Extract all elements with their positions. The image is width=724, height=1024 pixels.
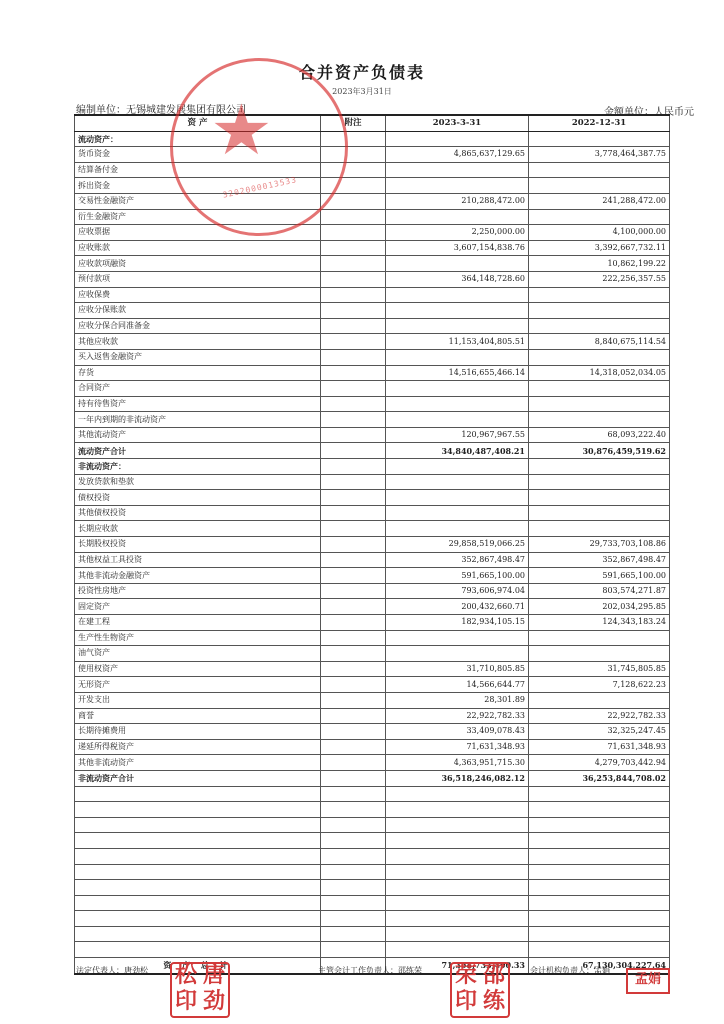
row-value-current: [386, 209, 529, 225]
row-item-label: 长期应收款: [75, 521, 321, 537]
row-value-current: 31,710,805.85: [386, 661, 529, 677]
row-value-prior: [529, 864, 670, 880]
blank-row: [75, 942, 670, 958]
blank-row: [75, 802, 670, 818]
row-note: [321, 786, 386, 802]
currency-unit: 金额单位：人民币元: [604, 107, 694, 118]
row-item-label: 开发支出: [75, 692, 321, 708]
row-value-current: [386, 162, 529, 178]
table-row: [75, 755, 670, 771]
row-item-label: 应收款项融资: [75, 256, 321, 272]
row-note: [321, 848, 386, 864]
table-row: [75, 225, 670, 241]
row-item-label: 结算备付金: [75, 162, 321, 178]
row-note: [321, 349, 386, 365]
row-value-prior: 36,253,844,708.02: [529, 770, 670, 786]
row-value-current: [386, 131, 529, 147]
row-note: [321, 412, 386, 428]
blank-row: [75, 911, 670, 927]
row-item-label: 应收分保合同准备金: [75, 318, 321, 334]
reporting-entity: 编制单位：无锡城建发展集团有限公司: [76, 105, 246, 116]
row-value-current: 3,607,154,838.76: [386, 240, 529, 256]
table-row: [75, 349, 670, 365]
row-value-current: [386, 848, 529, 864]
row-item-label: 债权投资: [75, 490, 321, 506]
row-note: [321, 583, 386, 599]
row-item-label: 投资性房地产: [75, 583, 321, 599]
row-note: [321, 334, 386, 350]
row-item-label: 资 产 总 计: [75, 958, 321, 974]
row-value-prior: 4,279,703,442.94: [529, 755, 670, 771]
row-value-prior: [529, 287, 670, 303]
row-item-label: 买入返售金融资产: [75, 349, 321, 365]
table-row: [75, 318, 670, 334]
table-row: [75, 630, 670, 646]
row-value-current: 14,566,644.77: [386, 677, 529, 693]
row-note: [321, 521, 386, 537]
row-value-current: [386, 349, 529, 365]
row-value-prior: 3,778,464,387.75: [529, 147, 670, 163]
row-note: [321, 646, 386, 662]
row-value-prior: [529, 521, 670, 537]
row-item-label: 交易性金融资产: [75, 193, 321, 209]
table-row: [75, 443, 670, 459]
row-value-current: [386, 521, 529, 537]
row-value-current: [386, 287, 529, 303]
table-row: [75, 256, 670, 272]
row-value-current: 4,865,637,129.65: [386, 147, 529, 163]
seal-char: 唐: [202, 963, 225, 988]
seal-char: 印: [454, 989, 477, 1014]
table-row: [75, 396, 670, 412]
row-item-label: [75, 786, 321, 802]
header-current-period: 2023-3-31: [386, 115, 529, 131]
row-value-prior: [529, 911, 670, 927]
row-item-label: [75, 926, 321, 942]
row-note: [321, 708, 386, 724]
table-row: [75, 677, 670, 693]
row-item-label: 流动资产合计: [75, 443, 321, 459]
row-note: [321, 661, 386, 677]
row-value-current: [386, 646, 529, 662]
row-value-current: [386, 490, 529, 506]
blank-row: [75, 895, 670, 911]
row-item-label: 预付款项: [75, 271, 321, 287]
row-note: [321, 926, 386, 942]
row-note: [321, 318, 386, 334]
row-item-label: [75, 942, 321, 958]
table-row: [75, 615, 670, 631]
table-row: [75, 193, 670, 209]
row-value-prior: 22,922,782.33: [529, 708, 670, 724]
table-row: [75, 209, 670, 225]
row-item-label: [75, 880, 321, 896]
row-item-label: 应收保费: [75, 287, 321, 303]
row-note: [321, 770, 386, 786]
row-value-current: 33,409,078.43: [386, 724, 529, 740]
seal-char: 练: [482, 989, 505, 1014]
row-item-label: [75, 895, 321, 911]
row-value-current: [386, 459, 529, 475]
row-value-current: 2,250,000.00: [386, 225, 529, 241]
table-row: [75, 521, 670, 537]
row-item-label: 生产性生物资产: [75, 630, 321, 646]
row-value-current: [386, 911, 529, 927]
blank-row: [75, 864, 670, 880]
row-item-label: [75, 864, 321, 880]
row-value-current: [386, 802, 529, 818]
row-value-prior: 3,392,667,732.11: [529, 240, 670, 256]
row-value-prior: [529, 178, 670, 194]
row-value-current: 22,922,782.33: [386, 708, 529, 724]
table-row: [75, 365, 670, 381]
row-value-prior: 591,665,100.00: [529, 568, 670, 584]
row-item-label: 递延所得税资产: [75, 739, 321, 755]
row-value-current: 210,288,472.00: [386, 193, 529, 209]
row-item-label: 一年内到期的非流动资产: [75, 412, 321, 428]
table-row: [75, 147, 670, 163]
row-note: [321, 755, 386, 771]
row-note: [321, 256, 386, 272]
accounting-head-seal: [450, 962, 510, 1018]
row-item-label: 非流动资产：: [75, 459, 321, 475]
row-item-label: 非流动资产合计: [75, 770, 321, 786]
row-value-prior: [529, 646, 670, 662]
table-row: [75, 178, 670, 194]
row-item-label: 无形资产: [75, 677, 321, 693]
blank-row: [75, 833, 670, 849]
row-value-prior: 30,876,459,519.62: [529, 443, 670, 459]
page-title: 合并资产负债表: [298, 63, 425, 82]
row-note: [321, 490, 386, 506]
row-item-label: 长期待摊费用: [75, 724, 321, 740]
row-note: [321, 225, 386, 241]
row-item-label: [75, 848, 321, 864]
row-item-label: 发放贷款和垫款: [75, 474, 321, 490]
table-row: [75, 490, 670, 506]
row-note: [321, 895, 386, 911]
row-value-prior: [529, 381, 670, 397]
row-value-current: [386, 880, 529, 896]
row-value-current: [386, 256, 529, 272]
table-row: [75, 568, 670, 584]
blank-row: [75, 926, 670, 942]
row-note: [321, 209, 386, 225]
blank-row: [75, 817, 670, 833]
row-value-current: 28,301.89: [386, 692, 529, 708]
row-note: [321, 240, 386, 256]
row-value-prior: 7,128,622.23: [529, 677, 670, 693]
table-row: [75, 131, 670, 147]
row-item-label: 其他非流动金融资产: [75, 568, 321, 584]
row-value-prior: 222,256,357.55: [529, 271, 670, 287]
row-value-prior: [529, 303, 670, 319]
table-row: [75, 583, 670, 599]
row-value-prior: [529, 474, 670, 490]
table-row: [75, 708, 670, 724]
table-row: [75, 739, 670, 755]
row-value-current: 4,363,951,715.30: [386, 755, 529, 771]
row-value-current: [386, 786, 529, 802]
row-value-current: [386, 178, 529, 194]
row-note: [321, 427, 386, 443]
row-value-current: 34,840,487,408.21: [386, 443, 529, 459]
row-value-current: [386, 318, 529, 334]
row-value-prior: 4,100,000.00: [529, 225, 670, 241]
row-item-label: 应收票据: [75, 225, 321, 241]
row-value-current: [386, 833, 529, 849]
row-value-prior: 67,130,304,227.64: [529, 958, 670, 974]
row-value-current: [386, 474, 529, 490]
row-value-current: 71,358,733,490.33: [386, 958, 529, 974]
row-value-prior: 352,867,498.47: [529, 552, 670, 568]
row-value-prior: [529, 396, 670, 412]
row-value-prior: 71,631,348.93: [529, 739, 670, 755]
row-item-label: 在建工程: [75, 615, 321, 631]
row-item-label: 其他债权投资: [75, 505, 321, 521]
row-item-label: [75, 817, 321, 833]
row-item-label: 其他非流动资产: [75, 755, 321, 771]
row-note: [321, 505, 386, 521]
row-value-prior: [529, 162, 670, 178]
table-row: [75, 661, 670, 677]
row-value-prior: [529, 349, 670, 365]
row-value-prior: 241,288,472.00: [529, 193, 670, 209]
table-row: [75, 162, 670, 178]
row-value-prior: [529, 318, 670, 334]
row-value-prior: 803,574,271.87: [529, 583, 670, 599]
blank-row: [75, 786, 670, 802]
row-value-prior: [529, 880, 670, 896]
table-header-row: [75, 115, 670, 131]
row-value-current: [386, 864, 529, 880]
row-note: [321, 365, 386, 381]
row-item-label: 长期股权投资: [75, 537, 321, 553]
row-note: [321, 537, 386, 553]
org-head-seal: 孟娟: [626, 968, 670, 994]
row-note: [321, 864, 386, 880]
table-row: [75, 537, 670, 553]
seal-char: 劲: [202, 989, 225, 1014]
row-note: [321, 474, 386, 490]
row-value-prior: [529, 412, 670, 428]
row-value-prior: 32,325,247.45: [529, 724, 670, 740]
row-value-current: 793,606,974.04: [386, 583, 529, 599]
row-item-label: 流动资产：: [75, 131, 321, 147]
row-item-label: 衍生金融资产: [75, 209, 321, 225]
table-row: [75, 599, 670, 615]
row-note: [321, 739, 386, 755]
row-value-prior: [529, 131, 670, 147]
row-value-current: [386, 303, 529, 319]
table-row: [75, 334, 670, 350]
table-row: [75, 412, 670, 428]
table-row: [75, 240, 670, 256]
row-value-prior: [529, 895, 670, 911]
row-value-prior: 31,745,805.85: [529, 661, 670, 677]
seal-char: 松: [174, 963, 197, 988]
accounting-head: 主管会计工作负责人：邵练荣: [318, 966, 422, 975]
table-row: [75, 724, 670, 740]
row-value-prior: 124,343,183.24: [529, 615, 670, 631]
legal-representative: 法定代表人：唐劲松: [76, 966, 148, 975]
seal-star-icon: ★: [210, 89, 273, 171]
row-value-current: [386, 412, 529, 428]
row-note: [321, 724, 386, 740]
row-note: [321, 677, 386, 693]
row-note: [321, 911, 386, 927]
row-value-prior: [529, 926, 670, 942]
table-row: [75, 646, 670, 662]
row-value-current: 182,934,105.15: [386, 615, 529, 631]
row-note: [321, 615, 386, 631]
table-row: [75, 287, 670, 303]
table-row: [75, 427, 670, 443]
row-note: [321, 381, 386, 397]
row-note: [321, 303, 386, 319]
row-value-prior: 29,733,703,108.86: [529, 537, 670, 553]
row-value-current: 11,153,404,805.51: [386, 334, 529, 350]
row-item-label: 其他流动资产: [75, 427, 321, 443]
row-value-prior: [529, 490, 670, 506]
seal-char: 邵: [482, 963, 505, 988]
row-value-current: 29,858,519,066.25: [386, 537, 529, 553]
table-body: [75, 131, 670, 974]
row-note: [321, 942, 386, 958]
row-value-current: [386, 505, 529, 521]
row-note: [321, 880, 386, 896]
row-note: [321, 692, 386, 708]
row-value-prior: [529, 209, 670, 225]
table-row: [75, 474, 670, 490]
row-note: [321, 459, 386, 475]
row-value-current: [386, 895, 529, 911]
report-date: 2023年3月31日: [332, 87, 392, 96]
row-value-current: [386, 817, 529, 833]
table-row: [75, 381, 670, 397]
row-value-current: 200,432,660.71: [386, 599, 529, 615]
row-item-label: 油气资产: [75, 646, 321, 662]
header-item: 资 产: [75, 115, 321, 131]
row-value-current: [386, 926, 529, 942]
row-item-label: 其他权益工具投资: [75, 552, 321, 568]
seal-char: 荣: [454, 963, 477, 988]
table-row: [75, 552, 670, 568]
row-item-label: 应收分保账款: [75, 303, 321, 319]
row-note: [321, 599, 386, 615]
row-value-current: [386, 630, 529, 646]
row-note: [321, 802, 386, 818]
row-value-prior: 10,862,199.22: [529, 256, 670, 272]
row-item-label: [75, 833, 321, 849]
row-value-current: [386, 381, 529, 397]
seal-char: 印: [174, 989, 197, 1014]
row-value-prior: 202,034,295.85: [529, 599, 670, 615]
row-value-prior: [529, 833, 670, 849]
row-value-prior: [529, 802, 670, 818]
row-note: [321, 630, 386, 646]
balance-sheet-table: [74, 114, 670, 975]
row-item-label: 其他应收款: [75, 334, 321, 350]
row-note: [321, 443, 386, 459]
row-value-prior: [529, 786, 670, 802]
row-value-prior: [529, 817, 670, 833]
row-value-current: 591,665,100.00: [386, 568, 529, 584]
row-item-label: [75, 802, 321, 818]
row-item-label: 使用权资产: [75, 661, 321, 677]
row-value-prior: 14,318,052,034.05: [529, 365, 670, 381]
row-note: [321, 396, 386, 412]
header-prior-period: 2022-12-31: [529, 115, 670, 131]
table-row: [75, 271, 670, 287]
row-note: [321, 568, 386, 584]
row-value-prior: [529, 692, 670, 708]
row-item-label: 拆出资金: [75, 178, 321, 194]
table-row: [75, 303, 670, 319]
row-value-current: 14,516,655,466.14: [386, 365, 529, 381]
row-value-prior: [529, 848, 670, 864]
row-item-label: 应收账款: [75, 240, 321, 256]
accounting-org-head: 会计机构负责人：孟娟: [530, 966, 610, 975]
table-row: [75, 770, 670, 786]
table-row: [75, 692, 670, 708]
header-note: 附注: [321, 115, 386, 131]
row-item-label: 商誉: [75, 708, 321, 724]
row-value-prior: [529, 942, 670, 958]
row-note: [321, 552, 386, 568]
row-item-label: 存货: [75, 365, 321, 381]
table-row: [75, 459, 670, 475]
row-value-current: 364,148,728.60: [386, 271, 529, 287]
legal-rep-seal: [170, 962, 230, 1018]
row-value-prior: [529, 505, 670, 521]
row-item-label: 固定资产: [75, 599, 321, 615]
row-item-label: 持有待售资产: [75, 396, 321, 412]
row-note: [321, 287, 386, 303]
row-value-current: 120,967,967.55: [386, 427, 529, 443]
row-value-prior: [529, 630, 670, 646]
seal-number: 3202000013533: [221, 175, 298, 200]
row-value-prior: [529, 459, 670, 475]
row-value-current: [386, 396, 529, 412]
row-value-current: [386, 942, 529, 958]
row-value-prior: 8,840,675,114.54: [529, 334, 670, 350]
row-value-current: 71,631,348.93: [386, 739, 529, 755]
row-note: [321, 271, 386, 287]
blank-row: [75, 848, 670, 864]
row-note: [321, 817, 386, 833]
blank-row: [75, 880, 670, 896]
row-item-label: 合同资产: [75, 381, 321, 397]
row-value-current: 352,867,498.47: [386, 552, 529, 568]
row-item-label: [75, 911, 321, 927]
row-value-current: 36,518,246,082.12: [386, 770, 529, 786]
row-note: [321, 833, 386, 849]
table-row: [75, 505, 670, 521]
row-item-label: 货币资金: [75, 147, 321, 163]
row-value-prior: 68,093,222.40: [529, 427, 670, 443]
